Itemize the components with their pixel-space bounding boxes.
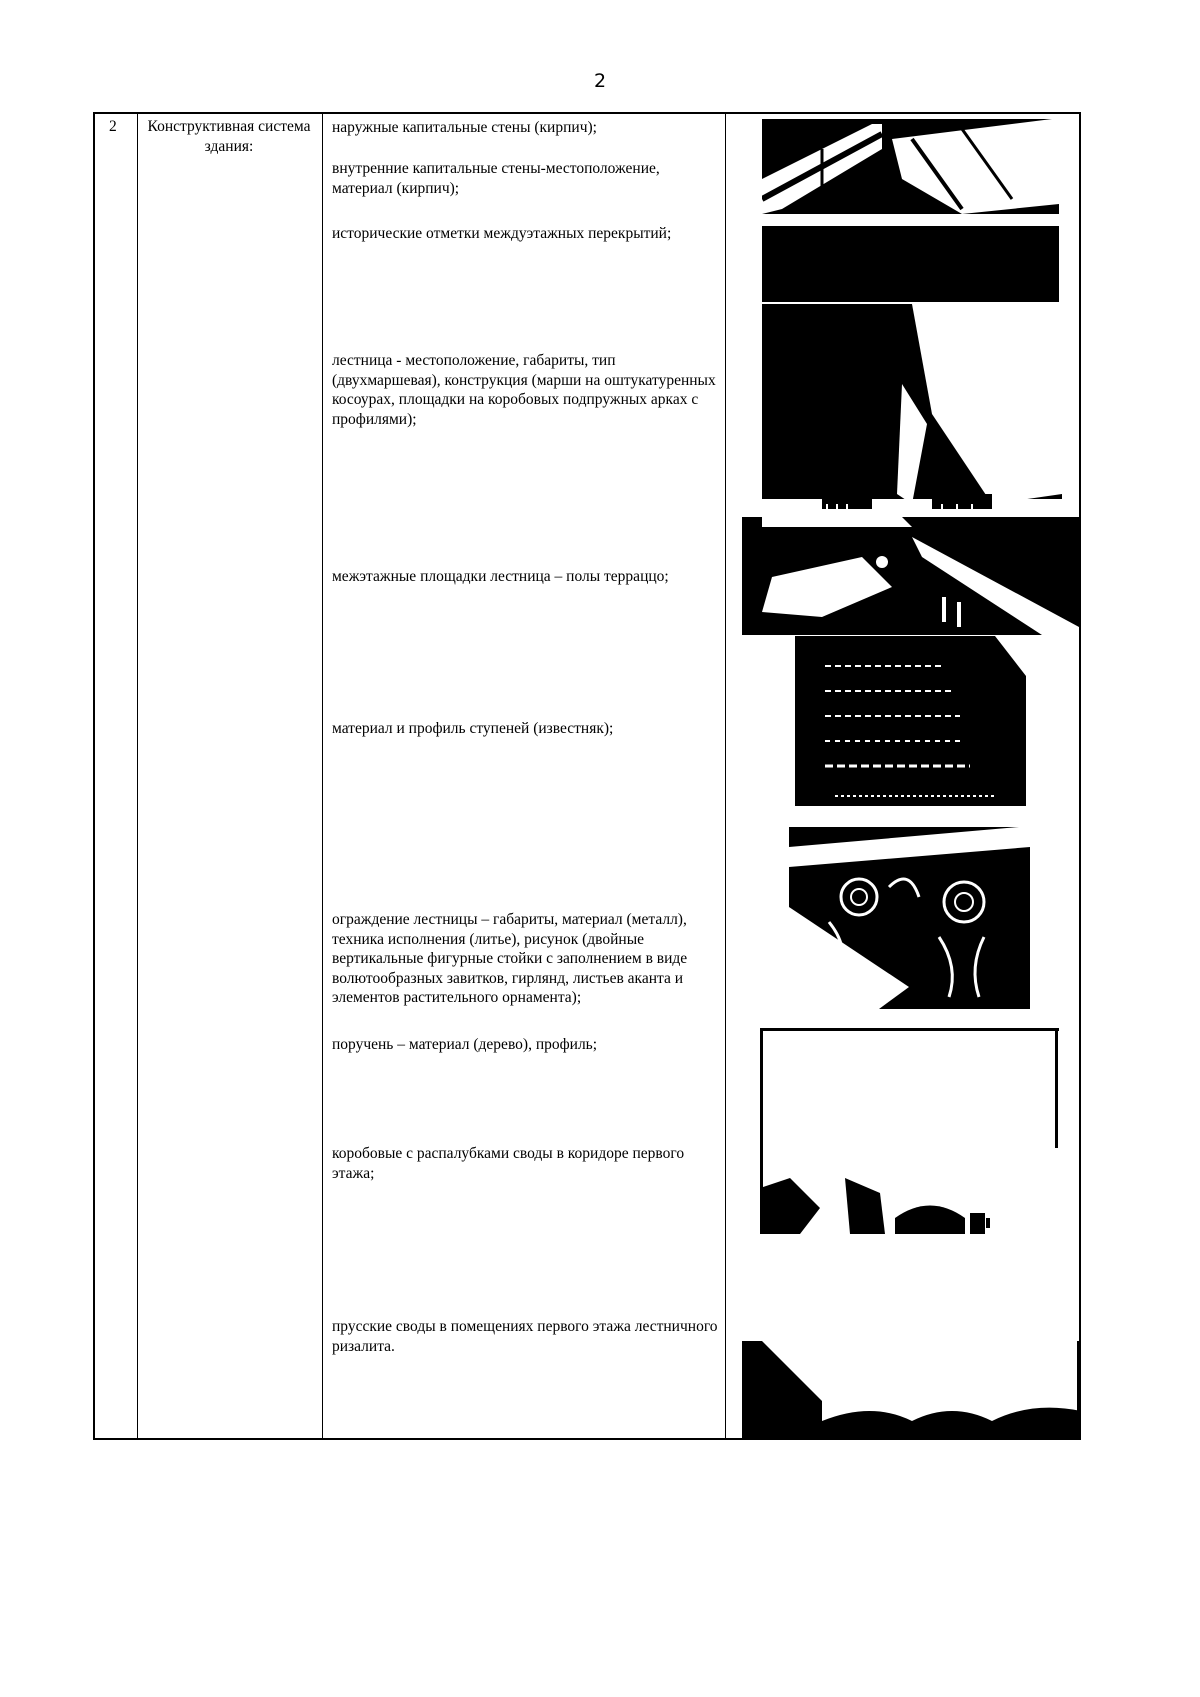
item-interior-walls: внутренние капитальные стены-местоположение, материал (кирпич); bbox=[332, 160, 660, 197]
system-label: Конструктивная система здания: bbox=[147, 118, 311, 155]
corridor-vault-photo bbox=[760, 1028, 1059, 1234]
column-divider bbox=[725, 114, 726, 1438]
item-floor-levels: исторические отметки междуэтажных перекрытий; bbox=[332, 225, 672, 242]
staircase-photo bbox=[762, 304, 1062, 509]
item-prussian-vaults: прусские своды в помещениях первого этажа лестничного ризалита. bbox=[332, 1318, 718, 1355]
cast-iron-railing-photo bbox=[789, 827, 1030, 1009]
item-steps: материал и профиль ступеней (известняк); bbox=[332, 720, 614, 737]
item-exterior-walls: наружные капитальные стены (кирпич); bbox=[332, 119, 597, 136]
column-divider bbox=[137, 114, 138, 1438]
item-staircase: лестница - местоположение, габариты, тип (двухмаршевая), конструкция (марши на оштукатуренных косоурах, площадки на коробовых подпружных арках с профилями); bbox=[332, 352, 716, 428]
page-number: 2 bbox=[593, 70, 607, 92]
stone-steps-photo bbox=[795, 636, 1026, 806]
item-railing: ограждение лестницы – габариты, материал (металл), техника исполнения (литье), рисунок (двойные вертикальные фигурные стойки с заполнением в виде волютообразных завитков, гирлянд, листьев аканта и элементов растительного орнамента); bbox=[332, 911, 688, 1006]
item-handrail: поручень – материал (дерево), профиль; bbox=[332, 1036, 598, 1053]
monument-features-table bbox=[93, 112, 1081, 1440]
landing-floor-photo bbox=[742, 517, 1079, 635]
prussian-vault-photo bbox=[742, 1341, 1081, 1438]
row-number: 2 bbox=[109, 118, 117, 135]
item-corridor-vaults: коробовые с распалубками своды в коридоре первого этажа; bbox=[332, 1145, 685, 1182]
column-divider bbox=[322, 114, 323, 1438]
item-landings: межэтажные площадки лестница – полы терраццо; bbox=[332, 568, 669, 585]
roof-truss-photo bbox=[762, 119, 1059, 302]
